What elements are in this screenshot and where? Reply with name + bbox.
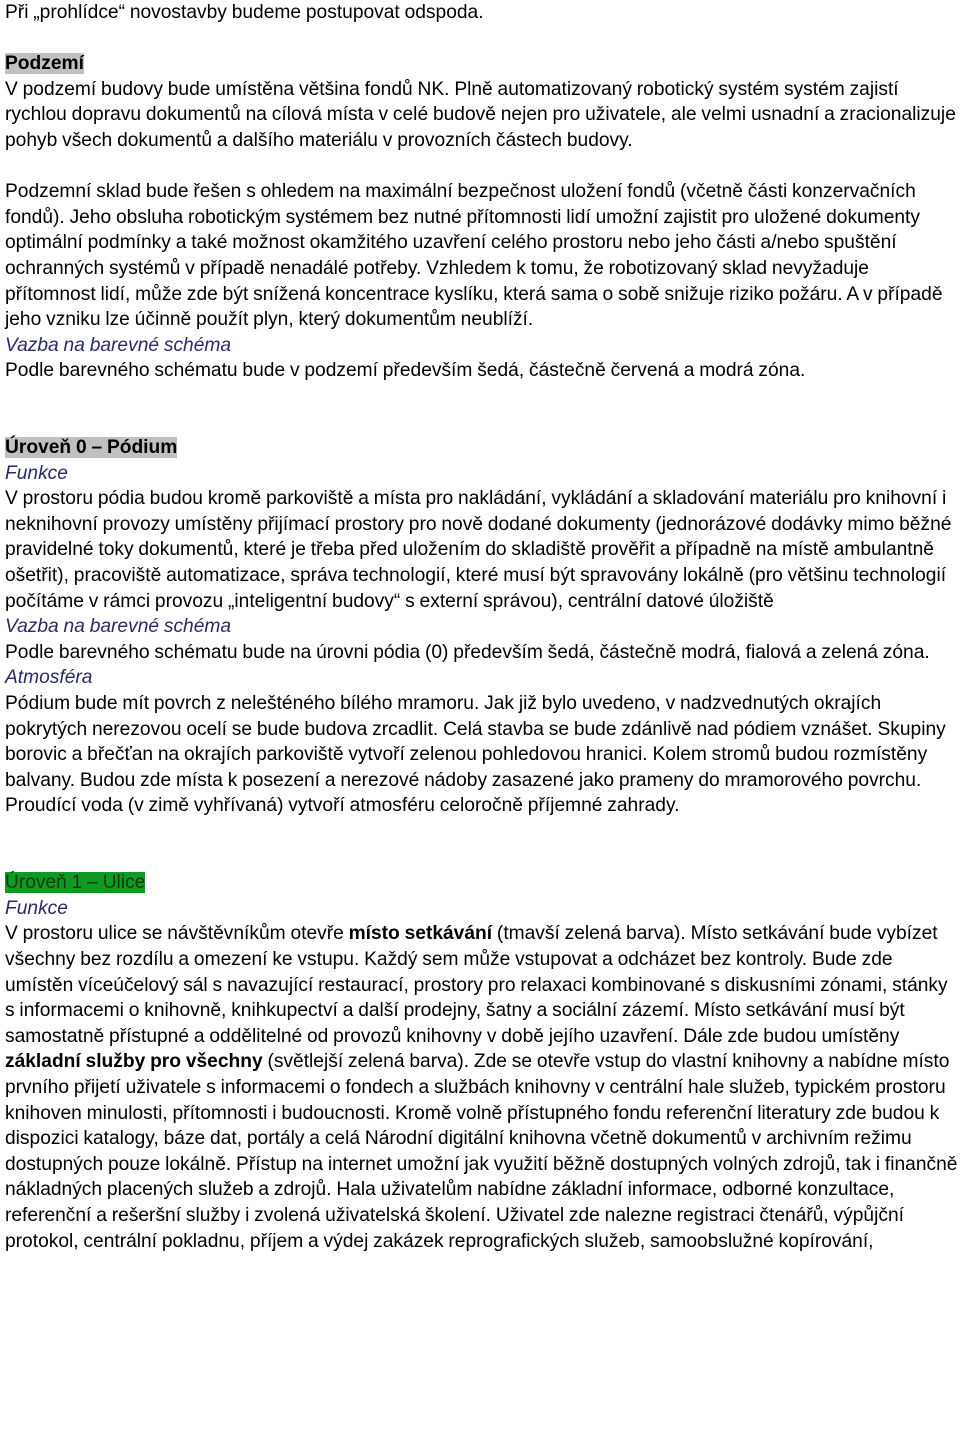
paragraph: Pódium bude mít povrch z nelešténého bílého mramoru. Jak již bylo uvedeno, v nadzvednutých okrajích pokrytých nerezovou ocelí se bude budova zrcadlit. Celá stavba se bude zdánlivě nad pódiem vznášet. Skupiny borovic a břečťan na okrajích parkoviště vytvoří zelenou pohledovou hranici. Kolem stromů budou rozmístěny balvany. Budou zde místa k posezení a nerezové nádoby zasazené jako prameny do mramorového povrchu. Proudící voda (v zimě vyhřívaná) vytvoří atmosféru celoročně příjemné zahrady. <box>5 693 946 817</box>
paragraph: Podle barevného schématu bude na úrovni pódia (0) především šedá, částečně modrá, fialová a zelená zóna. <box>5 641 930 663</box>
subheading-vazba: Vazba na barevné schéma <box>5 616 232 638</box>
section-heading-uroven-1: Úroveň 1 – Ulice <box>5 872 146 894</box>
paragraph: Podzemní sklad bude řešen s ohledem na maximální bezpečnost uložení fondů (včetně části konzervačních fondů). Jeho obsluha robotickým systémem bez nutné přítomnosti lidí umožní zajistit pro uložené dokumenty optimální podmínky a také možnost okamžitého uzavření celého prostoru nebo jeho části a/nebo spuštění ochranných systémů v případě nenadálé potřeby. Vzhledem k tomu, že robotizovaný sklad nevyžaduje přítomnost lidí, může zde být snížená koncentrace kyslíku, která sama o sobě snižuje riziko požáru. A v případě jeho vzniku lze účinně použít plyn, který dokumentům neublíží. <box>5 181 943 331</box>
spacer <box>5 819 960 870</box>
spacer <box>5 384 960 435</box>
subheading-funkce: Funkce <box>5 462 68 484</box>
subheading-vazba: Vazba na barevné schéma <box>5 334 232 356</box>
paragraph: Podle barevného schématu bude v podzemí především šedá, částečně červená a modrá zóna. <box>5 360 806 382</box>
bold-term: místo setkávání <box>348 923 493 945</box>
bold-term: základní služby pro všechny <box>5 1051 263 1073</box>
section-uroven-0 <box>5 435 960 819</box>
text-run: (světlejší zelená barva). Zde se otevře vstup do vlastní knihovny a nabídne místo prvního přijetí uživatele s informacemi o fondech a službách knihovny v centrální hale služeb, typickém prostoru knihoven minulosti, přítomnosti i budoucnosti. Kromě volně přístupného fondu referenční literatury zde budou k dispozici katalogy, báze dat, portály a celá Národní digitální knihovna včetně dokumentů v archivním režimu dostupných pouze lokálně. Přístup na internet umožní jak využití běžně dostupných volných zdrojů, tak i finančně nákladných placených služeb a zdrojů. Hala uživatelům nabídne základní informace, odborné konzultace, referenční a rešeršní služby i zvolená uživatelská školení. Uživatel zde nalezne registraci čtenářů, výpůjční protokol, centrální pokladnu, příjem a výdej zakázek reprografických služeb, samoobslužné kopírování, <box>5 1051 958 1252</box>
paragraph: V podzemí budovy bude umístěna většina fondů NK. Plně automatizovaný robotický systém systém zajistí rychlou dopravu dokumentů na cílová místa v celé budově nejen pro uživatele, ale velmi usnadní a zracionalizuje pohyb všech dokumentů a dalšího materiálu v provozních částech budovy. <box>5 78 956 151</box>
spacer <box>5 154 960 180</box>
section-uroven-1 <box>5 870 960 1254</box>
spacer <box>5 26 960 52</box>
intro-text: Při „prohlídce“ novostavby budeme postupovat odspoda. <box>5 2 484 23</box>
paragraph <box>5 921 960 1254</box>
section-heading-podzemi: Podzemí <box>5 53 84 75</box>
subheading-atmosfera: Atmosféra <box>5 667 93 689</box>
paragraph: V prostoru pódia budou kromě parkoviště a místa pro nakládání, vykládání a skladování materiálu pro knihovní i neknihovní provozy umístěny přijímací prostory pro nově dodané dokumenty (jednorázové dodávky mimo běžné pravidelné toky dokumentů, které je třeba před uložením do skladiště prověřit a případně na místě ambulantně ošetřit), pracoviště automatizace, správa technologií, které musí být spravovány lokálně (pro většinu technologií počítáme v rámci provozu „inteligentní budovy“ s externí správou), centrální datové úložiště <box>5 488 952 612</box>
subheading-funkce: Funkce <box>5 897 68 919</box>
section-podzemi <box>5 51 960 384</box>
section-heading-uroven-0: Úroveň 0 – Pódium <box>5 437 178 459</box>
text-run: (tmavší zelená barva). Místo setkávání bude vybízet všechny bez rozdílu a omezení ke vstupu. Každý sem může vstupovat a odcházet bez kontroly. Bude zde umístěn víceúčelový sál s navazující restaurací, prostory pro relaxaci kombinované s diskusními zónami, stánky s informacemi o knihovně, knihkupectví a další prodejny, šatny a sociální zázemí. Místo setkávání musí být samostatně přístupné a oddělitelné od provozů knihovny v době jejího uzavření. Dále zde budou umístěny <box>5 923 948 1047</box>
text-run: V prostoru ulice se návštěvníkům otevře <box>5 923 349 945</box>
